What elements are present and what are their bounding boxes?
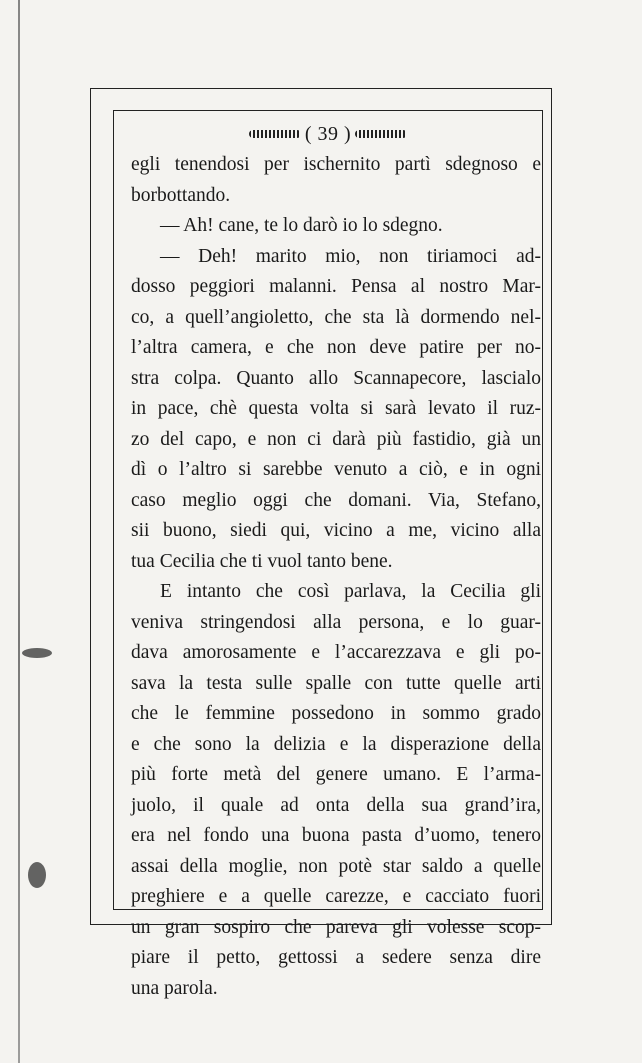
text-line: — Ah! cane, te lo darò io lo sdegno. — [160, 215, 443, 236]
text-line: dosso peggiori malanni. Pensa al nostro Mar- — [131, 276, 541, 297]
text-line: egli tenendosi per ischernito partì sdegnoso e — [131, 154, 541, 175]
text-line: l’altra camera, e che non deve patire per no- — [131, 337, 541, 358]
text-line: zo del capo, e non ci darà più fastidio, già un — [131, 428, 541, 450]
text-line: in pace, chè questa volta si sarà levato il ruz- — [131, 398, 541, 419]
text-line: borbottando. — [131, 184, 231, 206]
text-line: co, a quell’angioletto, che sta là dormendo nel- — [131, 306, 541, 328]
text-line: sava la testa sulle spalle con tutte quelle arti — [131, 672, 541, 694]
binding-edge — [18, 0, 20, 1063]
text-line: assai della moglie, non potè star saldo a quelle — [131, 855, 541, 877]
text-line: preghiere e a quelle carezze, e cacciato fuori — [131, 886, 541, 907]
text-line: dì o l’altro si sarebbe venuto a ciò, e in ogni — [131, 459, 541, 480]
ink-blot — [22, 648, 52, 658]
text-line: una parola. — [131, 977, 218, 999]
text-line: stra colpa. Quanto allo Scannapecore, lascialo — [131, 367, 541, 389]
page-header — [113, 120, 543, 148]
page-number: ( 39 ) — [304, 122, 352, 145]
text-line: e che sono la delizia e la disperazione della — [131, 733, 541, 755]
text-line: più forte metà del genere umano. E l’arma- — [131, 764, 541, 785]
ornament-right-icon — [355, 130, 407, 138]
text-line: — Deh! marito mio, non tiriamoci ad- — [160, 245, 541, 267]
page-text — [131, 150, 541, 1004]
text-line: sii buono, siedi qui, vicino a me, vicino alla — [131, 520, 541, 541]
text-line: tua Cecilia che ti vuol tanto bene. — [131, 550, 393, 572]
text-line: E intanto che così parlava, la Cecilia gli — [160, 581, 541, 602]
text-line: caso meglio oggi che domani. Via, Stefano, — [131, 489, 541, 511]
text-line: un gran sospiro che pareva gli volesse scop- — [131, 916, 541, 938]
ornament-left-icon — [249, 130, 301, 138]
text-line: che le femmine possedono in sommo grado — [131, 703, 541, 724]
text-line: veniva stringendosi alla persona, e lo guar- — [131, 611, 541, 633]
text-line: era nel fondo una buona pasta d’uomo, tenero — [131, 825, 541, 846]
text-line: dava amorosamente e l’accarezzava e gli po- — [131, 642, 541, 663]
text-line: juolo, il quale ad onta della sua grand’ira, — [131, 794, 541, 816]
ink-blot — [28, 862, 46, 888]
text-line: piare il petto, gettossi a sedere senza dire — [131, 947, 541, 968]
